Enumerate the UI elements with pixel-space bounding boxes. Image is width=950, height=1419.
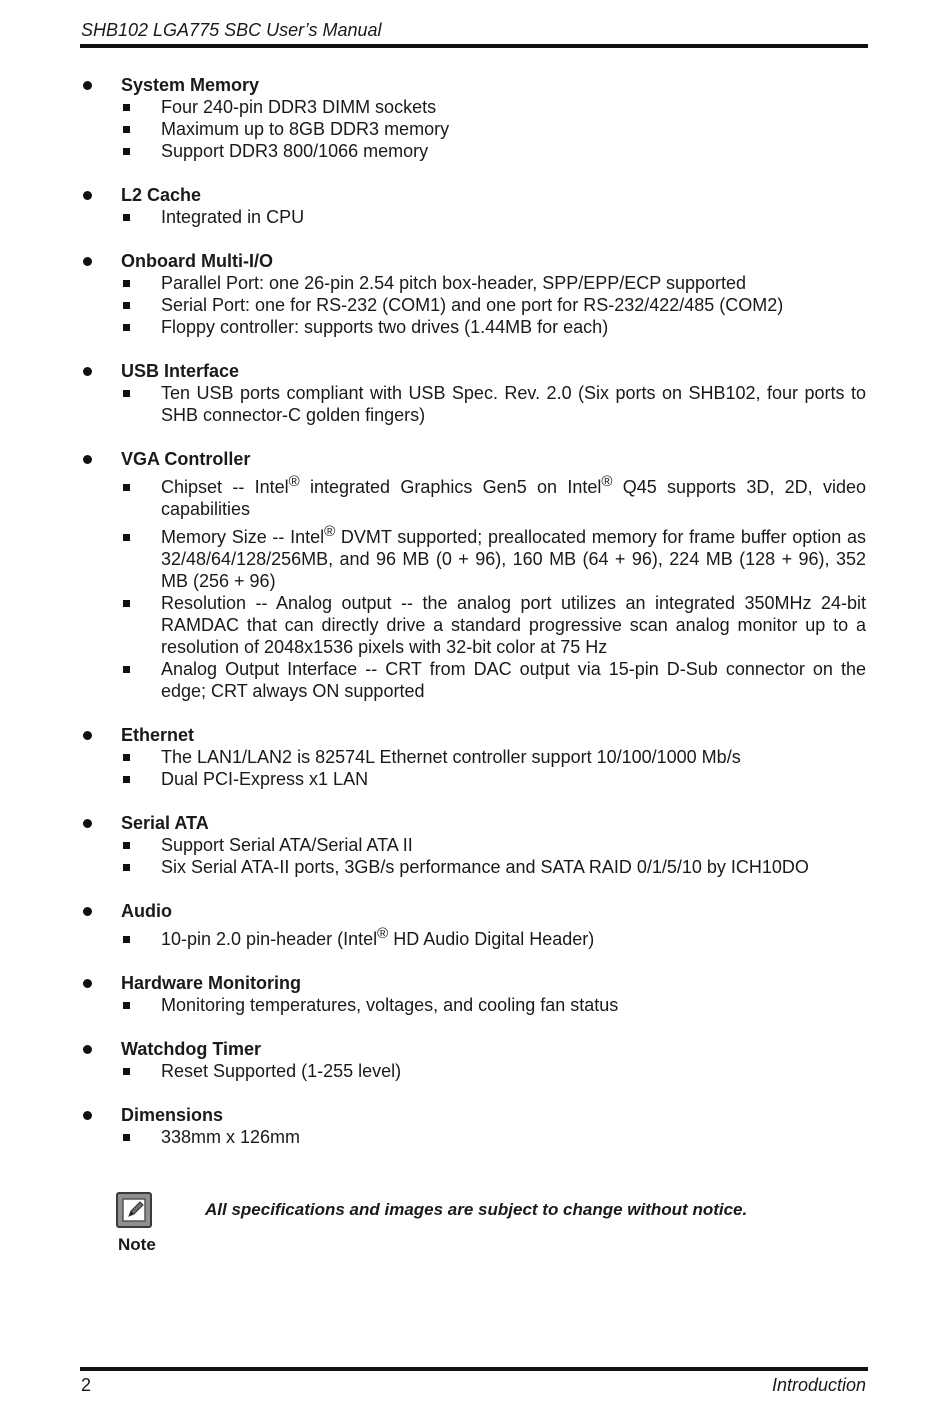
note-label: Note xyxy=(118,1235,156,1254)
spec-items xyxy=(80,994,866,1016)
list-item-text: Serial Port: one for RS-232 (COM1) and one port for RS-232/422/485 (COM2) xyxy=(161,295,784,315)
round-bullet-icon xyxy=(83,1045,92,1054)
round-bullet-icon xyxy=(83,257,92,266)
spec-list xyxy=(80,74,866,1170)
list-item xyxy=(80,1126,866,1148)
spec-items xyxy=(80,1126,866,1148)
list-item-text: Memory Size -- Intel® DVMT supported; preallocated memory for frame buffer option as 32/48/64/128/256MB, and 96 MB (0 + 96), 160 MB (64 + 96), 224 MB (128 + 96), 352 MB (256 + 96) xyxy=(161,523,866,591)
list-item-text: Resolution -- Analog output -- the analog port utilizes an integrated 350MHz 24-bit RAMDAC that can directly drive a standard progressive scan analog monitor up to a resolution of 2048x1536 pixels with 32-bit color at 75 Hz xyxy=(161,593,866,657)
round-bullet-icon xyxy=(83,367,92,376)
list-item xyxy=(80,470,866,520)
square-bullet-icon xyxy=(123,104,130,111)
section-title: Serial ATA xyxy=(121,813,209,833)
square-bullet-icon xyxy=(123,280,130,287)
list-item-text: Support Serial ATA/Serial ATA II xyxy=(161,835,413,855)
section-heading xyxy=(80,724,866,746)
list-item-text: Integrated in CPU xyxy=(161,207,305,227)
list-item-text: Monitoring temperatures, voltages, and cooling fan status xyxy=(161,995,619,1015)
spec-items xyxy=(80,272,866,338)
section-title: System Memory xyxy=(121,75,260,95)
list-item-text: Floppy controller: supports two drives (1.44MB for each) xyxy=(161,317,609,337)
list-item-text: Maximum up to 8GB DDR3 memory xyxy=(161,119,450,139)
spec-section xyxy=(80,360,866,426)
list-item-text: Support DDR3 800/1066 memory xyxy=(161,141,429,161)
square-bullet-icon xyxy=(123,864,130,871)
spec-section xyxy=(80,250,866,338)
list-item xyxy=(80,382,866,426)
list-item xyxy=(80,316,866,338)
square-bullet-icon xyxy=(123,600,130,607)
spec-items xyxy=(80,382,866,426)
list-item xyxy=(80,206,866,228)
section-heading xyxy=(80,812,866,834)
round-bullet-icon xyxy=(83,731,92,740)
section-title: Audio xyxy=(121,901,172,921)
spec-items xyxy=(80,96,866,162)
list-item xyxy=(80,856,866,878)
header-rule xyxy=(80,44,868,48)
list-item xyxy=(80,746,866,768)
square-bullet-icon xyxy=(123,148,130,155)
header-title: SHB102 LGA775 SBC User’s Manual xyxy=(81,20,382,40)
list-item-text: Chipset -- Intel® integrated Graphics Gen5 on Intel® Q45 supports 3D, 2D, video capabilities xyxy=(161,473,866,519)
square-bullet-icon xyxy=(123,842,130,849)
square-bullet-icon xyxy=(123,1068,130,1075)
spec-items xyxy=(80,922,866,950)
footer-section-title: Introduction xyxy=(771,1375,866,1395)
spec-section xyxy=(80,1038,866,1082)
square-bullet-icon xyxy=(123,666,130,673)
spec-section xyxy=(80,972,866,1016)
square-bullet-icon xyxy=(123,484,130,491)
list-item xyxy=(80,658,866,702)
list-item-text: Four 240-pin DDR3 DIMM sockets xyxy=(161,97,437,117)
round-bullet-icon xyxy=(83,819,92,828)
list-item-text: Ten USB ports compliant with USB Spec. Rev. 2.0 (Six ports on SHB102, four ports to SHB connector-C golden fingers) xyxy=(161,383,866,425)
square-bullet-icon xyxy=(123,126,130,133)
section-heading xyxy=(80,448,866,470)
list-item xyxy=(80,834,866,856)
section-heading xyxy=(80,250,866,272)
section-heading xyxy=(80,1104,866,1126)
spec-section xyxy=(80,724,866,790)
section-title: USB Interface xyxy=(121,361,240,381)
section-heading xyxy=(80,900,866,922)
round-bullet-icon xyxy=(83,979,92,988)
spec-items xyxy=(80,746,866,790)
square-bullet-icon xyxy=(123,214,130,221)
spec-items xyxy=(80,206,866,228)
list-item xyxy=(80,1060,866,1082)
section-title: VGA Controller xyxy=(121,449,251,469)
square-bullet-icon xyxy=(123,390,130,397)
spec-section xyxy=(80,74,866,162)
section-title: L2 Cache xyxy=(121,185,202,205)
list-item-text: Six Serial ATA-II ports, 3GB/s performance and SATA RAID 0/1/5/10 by ICH10DO xyxy=(161,857,809,877)
square-bullet-icon xyxy=(123,754,130,761)
square-bullet-icon xyxy=(123,302,130,309)
list-item xyxy=(80,140,866,162)
round-bullet-icon xyxy=(83,1111,92,1120)
section-title: Onboard Multi-I/O xyxy=(121,251,273,271)
list-item-text: 338mm x 126mm xyxy=(161,1127,301,1147)
spec-items xyxy=(80,470,866,702)
list-item-text: The LAN1/LAN2 is 82574L Ethernet controller support 10/100/1000 Mb/s xyxy=(161,747,741,767)
square-bullet-icon xyxy=(123,1134,130,1141)
round-bullet-icon xyxy=(83,81,92,90)
spec-items xyxy=(80,1060,866,1082)
list-item xyxy=(80,994,866,1016)
list-item xyxy=(80,520,866,592)
list-item-text: Parallel Port: one 26-pin 2.54 pitch box-header, SPP/EPP/ECP supported xyxy=(161,273,747,293)
list-item xyxy=(80,922,866,950)
list-item-text: Dual PCI-Express x1 LAN xyxy=(161,769,369,789)
note-text: All specifications and images are subject to change without notice. xyxy=(205,1200,748,1219)
section-title: Hardware Monitoring xyxy=(121,973,302,993)
spec-section xyxy=(80,900,866,950)
square-bullet-icon xyxy=(123,1002,130,1009)
round-bullet-icon xyxy=(83,455,92,464)
note-pencil-icon xyxy=(116,1192,152,1228)
spec-items xyxy=(80,834,866,878)
square-bullet-icon xyxy=(123,936,130,943)
spec-section xyxy=(80,1104,866,1148)
square-bullet-icon xyxy=(123,324,130,331)
round-bullet-icon xyxy=(83,907,92,916)
list-item-text: Analog Output Interface -- CRT from DAC output via 15-pin D-Sub connector on the edge; CRT always ON supported xyxy=(161,659,866,701)
list-item xyxy=(80,592,866,658)
list-item xyxy=(80,118,866,140)
list-item xyxy=(80,768,866,790)
page-number: 2 xyxy=(81,1375,92,1395)
list-item xyxy=(80,272,866,294)
square-bullet-icon xyxy=(123,776,130,783)
section-heading xyxy=(80,184,866,206)
round-bullet-icon xyxy=(83,191,92,200)
footer-rule xyxy=(80,1367,868,1371)
section-title: Dimensions xyxy=(121,1105,224,1125)
section-heading xyxy=(80,360,866,382)
list-item-text: Reset Supported (1-255 level) xyxy=(161,1061,402,1081)
square-bullet-icon xyxy=(123,534,130,541)
section-title: Watchdog Timer xyxy=(121,1039,262,1059)
section-title: Ethernet xyxy=(121,725,195,745)
section-heading xyxy=(80,1038,866,1060)
spec-section xyxy=(80,448,866,702)
section-heading xyxy=(80,74,866,96)
list-item xyxy=(80,96,866,118)
spec-section xyxy=(80,184,866,228)
section-heading xyxy=(80,972,866,994)
spec-section xyxy=(80,812,866,878)
list-item-text: 10-pin 2.0 pin-header (Intel® HD Audio Digital Header) xyxy=(161,925,595,949)
list-item xyxy=(80,294,866,316)
